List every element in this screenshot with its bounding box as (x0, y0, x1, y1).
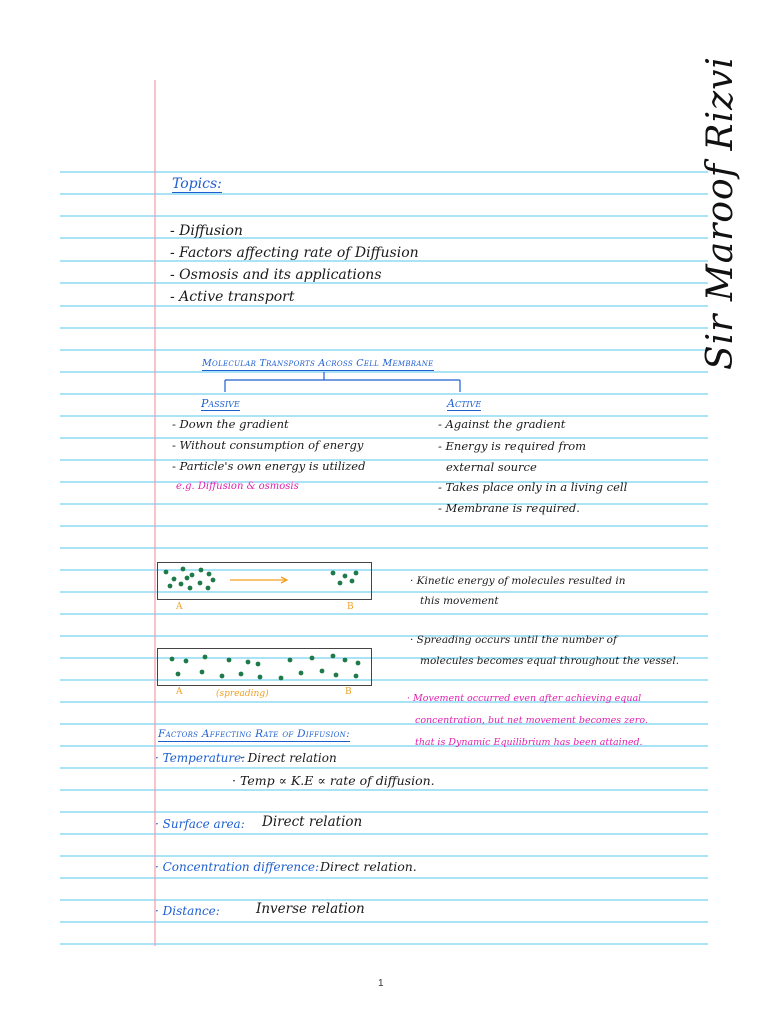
factor-text-temperature: · Direct relation (240, 751, 337, 765)
active-point: external source (446, 460, 537, 474)
passive-point: - Without consumption of energy (172, 438, 364, 452)
active-point: - Against the gradient (438, 417, 566, 431)
vessel-1-note: · Kinetic energy of molecules resulted in (410, 575, 626, 587)
factor-label-temperature: · Temperature: (155, 751, 246, 765)
passive-point: - Down the gradient (172, 417, 289, 431)
equilibrium-note: concentration, but net movement becomes zero. (415, 715, 648, 726)
transport-title: Molecular Transports Across Cell Membrane (202, 358, 434, 369)
vessel-1-label-a: A (176, 602, 183, 612)
active-point: - Membrane is required. (438, 501, 580, 515)
topic-item: - Diffusion (170, 223, 243, 239)
active-point: - Takes place only in a living cell (438, 480, 628, 494)
vessel-2-note: · Spreading occurs until the number of (410, 634, 617, 646)
passive-point: - Particle's own energy is utilized (172, 459, 366, 473)
factor-label-concentration: · Concentration difference: (155, 860, 320, 874)
vessel-after-diffusion (157, 648, 372, 686)
vessel-1-label-b: B (347, 602, 354, 612)
topics-heading: Topics: (172, 176, 222, 192)
factor-label-distance: · Distance: (155, 904, 220, 918)
topic-item: - Osmosis and its applications (170, 267, 382, 283)
vessel-2-caption: (spreading) (216, 689, 269, 699)
factor-text-temperature-relation: · Temp ∝ K.E ∝ rate of diffusion. (232, 773, 435, 788)
passive-heading: Passive (201, 397, 240, 410)
factor-text-distance: Inverse relation (256, 901, 365, 917)
equilibrium-note: that is Dynamic Equilibrium has been attained. (415, 737, 643, 748)
vessel-2-note: molecules becomes equal throughout the vessel. (420, 655, 680, 667)
author-signature: Sir Maroof Rizvi (700, 56, 741, 370)
factor-label-surface-area: · Surface area: (155, 817, 245, 831)
vessel-2-label-a: A (176, 687, 183, 697)
topic-item: - Factors affecting rate of Diffusion (170, 245, 419, 261)
vessel-2-label-b: B (345, 687, 352, 697)
topic-item: - Active transport (170, 289, 295, 305)
passive-example: e.g. Diffusion & osmosis (176, 481, 299, 492)
transport-branch-bracket (225, 372, 460, 392)
vessel-1-note: this movement (420, 595, 499, 607)
equilibrium-note: · Movement occurred even after achieving equal (407, 693, 642, 704)
vessel-before-diffusion (157, 562, 372, 600)
factors-heading: Factors Affecting Rate of Diffusion: (158, 728, 350, 740)
factor-text-surface-area: Direct relation (262, 814, 363, 830)
active-point: - Energy is required from (438, 439, 587, 453)
active-heading: Active (447, 397, 482, 410)
page-number: 1 (378, 978, 384, 989)
factor-text-concentration: Direct relation. (320, 859, 417, 874)
